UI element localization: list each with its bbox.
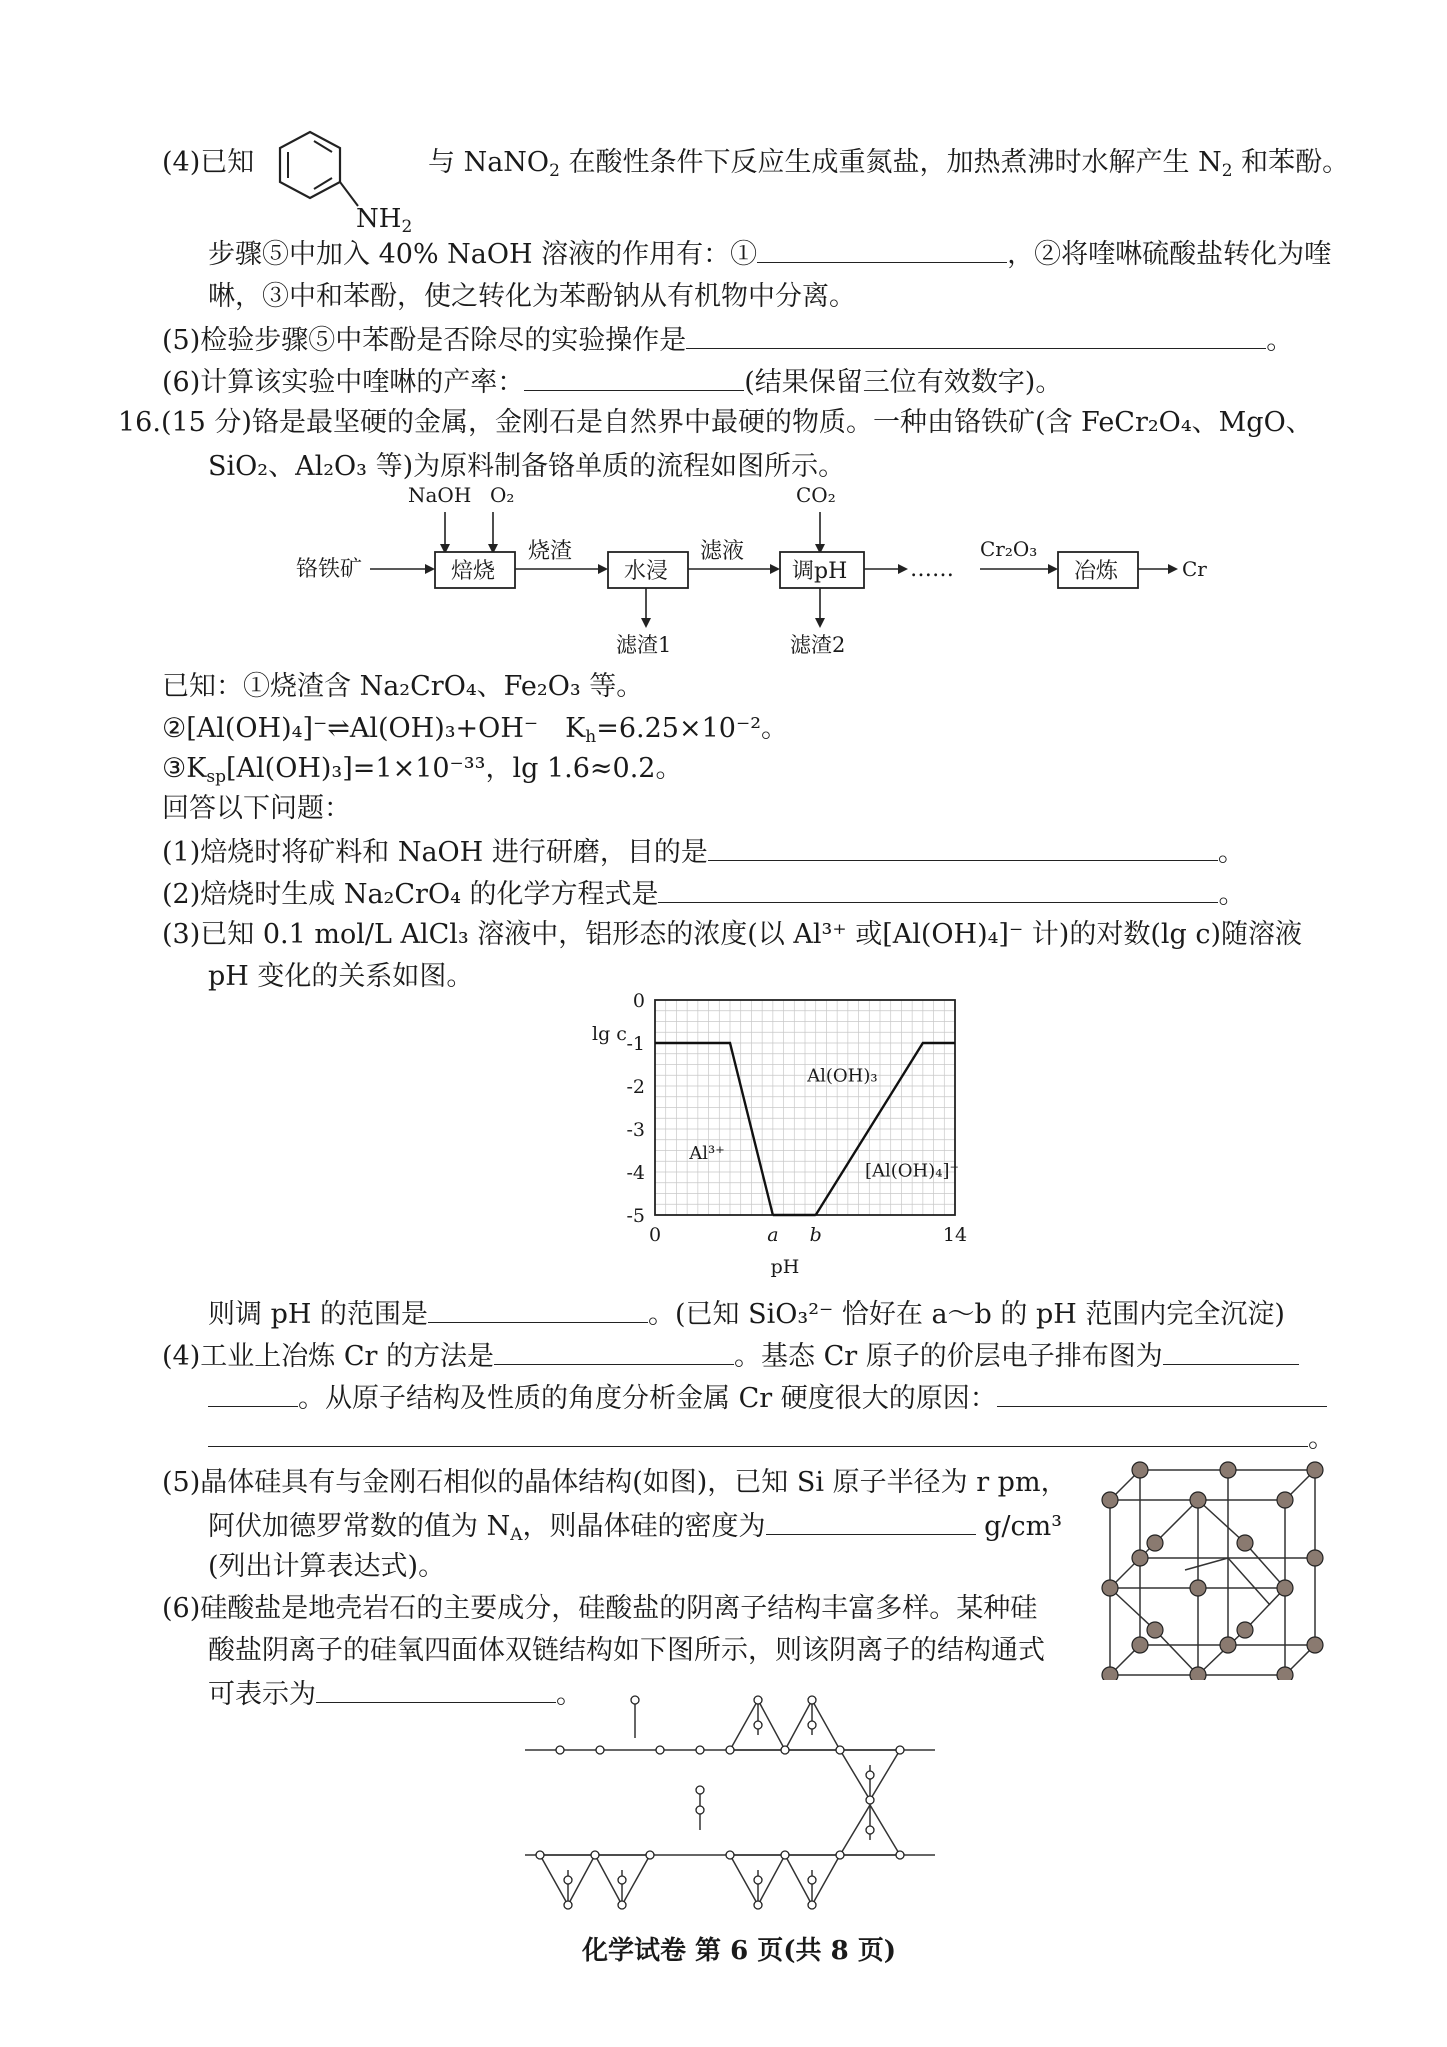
s4-line1: (4)工业上冶炼 Cr 的方法是 。基态 Cr 原子的价层电子排布图为 xyxy=(162,1338,1299,1374)
s1-line: (1)焙烧时将矿料和 NaOH 进行研磨，目的是 。 xyxy=(162,834,1245,870)
answer-blank[interactable] xyxy=(686,322,1266,349)
known-3: $③K_{sp}[Al(OH)_3]=1\times 10^{-33}$，lg 1.6≈0.2。 xyxy=(162,753,683,787)
y-tick-label: -2 xyxy=(626,1076,645,1098)
s3-answer-line: 则调 pH 的范围是 。(已知 SiO₃²⁻ 恰好在 a～b 的 pH 范围内完全沉淀) xyxy=(208,1296,1285,1332)
answer-blank[interactable] xyxy=(1163,1338,1299,1365)
silicate-double-chain-diagram xyxy=(520,1680,940,1920)
answer-blank[interactable] xyxy=(208,1380,298,1407)
q4-line1-rest: 与 NaNO$_2$ 在酸性条件下反应生成重氮盐，加热煮沸时水解产生 $N_2$ 和苯酚。 xyxy=(428,147,1350,181)
y-tick-label: -4 xyxy=(626,1162,645,1184)
flow-residue1: 滤渣1 xyxy=(616,633,672,657)
flow-naoh: NaOH xyxy=(408,483,472,507)
flow-dots: …… xyxy=(910,557,954,582)
x-tick-label: a xyxy=(767,1224,779,1246)
nh2-label: $NH_2$ xyxy=(356,204,413,237)
flow-co2: CO₂ xyxy=(796,483,836,507)
lgc-ph-chart xyxy=(560,990,980,1280)
flow-end: Cr xyxy=(1182,557,1207,581)
answer-blank[interactable] xyxy=(494,1338,734,1365)
q4-line3: 啉，③中和苯酚，使之转化为苯酚钠从有机物中分离。 xyxy=(208,281,856,312)
flow-residue2: 滤渣2 xyxy=(790,633,846,657)
answer-blank[interactable] xyxy=(428,1296,648,1323)
q5-line: (5)检验步骤⑤中苯酚是否除尽的实验操作是 。 xyxy=(162,322,1293,358)
process-flowchart xyxy=(280,480,1210,660)
x-tick-label: b xyxy=(809,1224,822,1246)
flow-edge1: 烧渣 xyxy=(528,539,573,564)
s4-line3: 。 xyxy=(208,1420,1335,1456)
s6-line3: 可表示为 。 xyxy=(208,1676,583,1712)
s2-line: (2)焙烧时生成 Na₂CrO₄ 的化学方程式是 。 xyxy=(162,876,1245,912)
x-tick-label: 14 xyxy=(942,1224,968,1246)
q16-line1: 16.(15 分)铬是最坚硬的金属，金刚石是自然界中最硬的物质。一种由铬铁矿(含 FeCr₂O₄、MgO、 xyxy=(118,407,1313,438)
svg-text:冶炼: 冶炼 xyxy=(1074,559,1119,584)
y-axis-label: lg c xyxy=(592,1023,627,1045)
svg-text:水浸: 水浸 xyxy=(624,559,669,584)
q4-line2: 步骤⑤中加入 40% NaOH 溶液的作用有：① ，②将喹啉硫酸盐转化为喹 xyxy=(208,236,1331,272)
silicon-crystal-cell-diagram xyxy=(1100,1440,1350,1680)
q16-line2: SiO₂、Al₂O₃ 等)为原料制备铬单质的流程如图所示。 xyxy=(208,451,846,482)
s3-line1: (3)已知 0.1 mol/L AlCl₃ 溶液中，铝形态的浓度(以 Al³⁺ 或[Al(OH)₄]⁻ 计)的对数(lg c)随溶液 xyxy=(162,919,1303,950)
answer-blank[interactable] xyxy=(658,876,1218,903)
s3-line2: pH 变化的关系如图。 xyxy=(208,961,474,992)
svg-text:焙烧: 焙烧 xyxy=(451,559,496,584)
s6-line1: (6)硅酸盐是地壳岩石的主要成分，硅酸盐的阴离子结构丰富多样。某种硅 xyxy=(162,1593,1038,1624)
label-al3: Al³⁺ xyxy=(689,1143,725,1165)
answer-blank[interactable] xyxy=(524,364,744,391)
label-aloh4: [Al(OH)₄]⁻ xyxy=(865,1160,960,1182)
flow-o2: O₂ xyxy=(490,483,515,507)
y-tick-label: 0 xyxy=(632,990,645,1012)
answer-blank[interactable] xyxy=(757,236,1007,263)
flow-edge2: 滤液 xyxy=(700,539,745,564)
s5-line1: (5)晶体硅具有与金刚石相似的晶体结构(如图)，已知 Si 原子半径为 r pm， xyxy=(162,1467,1068,1498)
s4-line2: 。从原子结构及性质的角度分析金属 Cr 硬度很大的原因： xyxy=(208,1380,1327,1416)
flow-cr2o3: Cr₂O₃ xyxy=(980,537,1038,561)
answer-blank[interactable] xyxy=(708,834,1218,861)
answer-intro: 回答以下问题： xyxy=(162,793,351,824)
svg-text:调pH: 调pH xyxy=(792,559,848,584)
q6-line: (6)计算该实验中喹啉的产率： (结果保留三位有效数字)。 xyxy=(162,364,1062,400)
label-aloh3: Al(OH)₃ xyxy=(807,1065,878,1087)
flow-start: 铬铁矿 xyxy=(296,557,363,582)
answer-blank[interactable] xyxy=(766,1508,976,1535)
known-1: 已知：①烧渣含 Na₂CrO₄、Fe₂O₃ 等。 xyxy=(162,671,644,702)
q4-line1: (4)已知 xyxy=(162,147,255,178)
y-tick-label: -1 xyxy=(626,1033,645,1055)
y-tick-label: -5 xyxy=(626,1205,645,1227)
s6-line2: 酸盐阴离子的硅氧四面体双链结构如下图所示，则该阴离子的结构通式 xyxy=(208,1635,1045,1666)
answer-blank[interactable] xyxy=(997,1380,1327,1407)
x-tick-label: 0 xyxy=(648,1224,662,1246)
s5-line2: 阿伏加德罗常数的值为 $N_A$，则晶体硅的密度为 g/cm³ xyxy=(208,1508,1062,1544)
x-axis-label: pH xyxy=(770,1256,800,1278)
s5-line3: (列出计算表达式)。 xyxy=(208,1551,446,1582)
known-2: ②[Al(OH)₄]⁻⇌Al(OH)₃+OH⁻ $K_h=6.25\times 10^{-2}$。 xyxy=(162,713,789,747)
y-tick-label: -3 xyxy=(626,1119,645,1141)
page-footer: 化学试卷 第 6 页(共 8 页) xyxy=(582,1936,897,1966)
